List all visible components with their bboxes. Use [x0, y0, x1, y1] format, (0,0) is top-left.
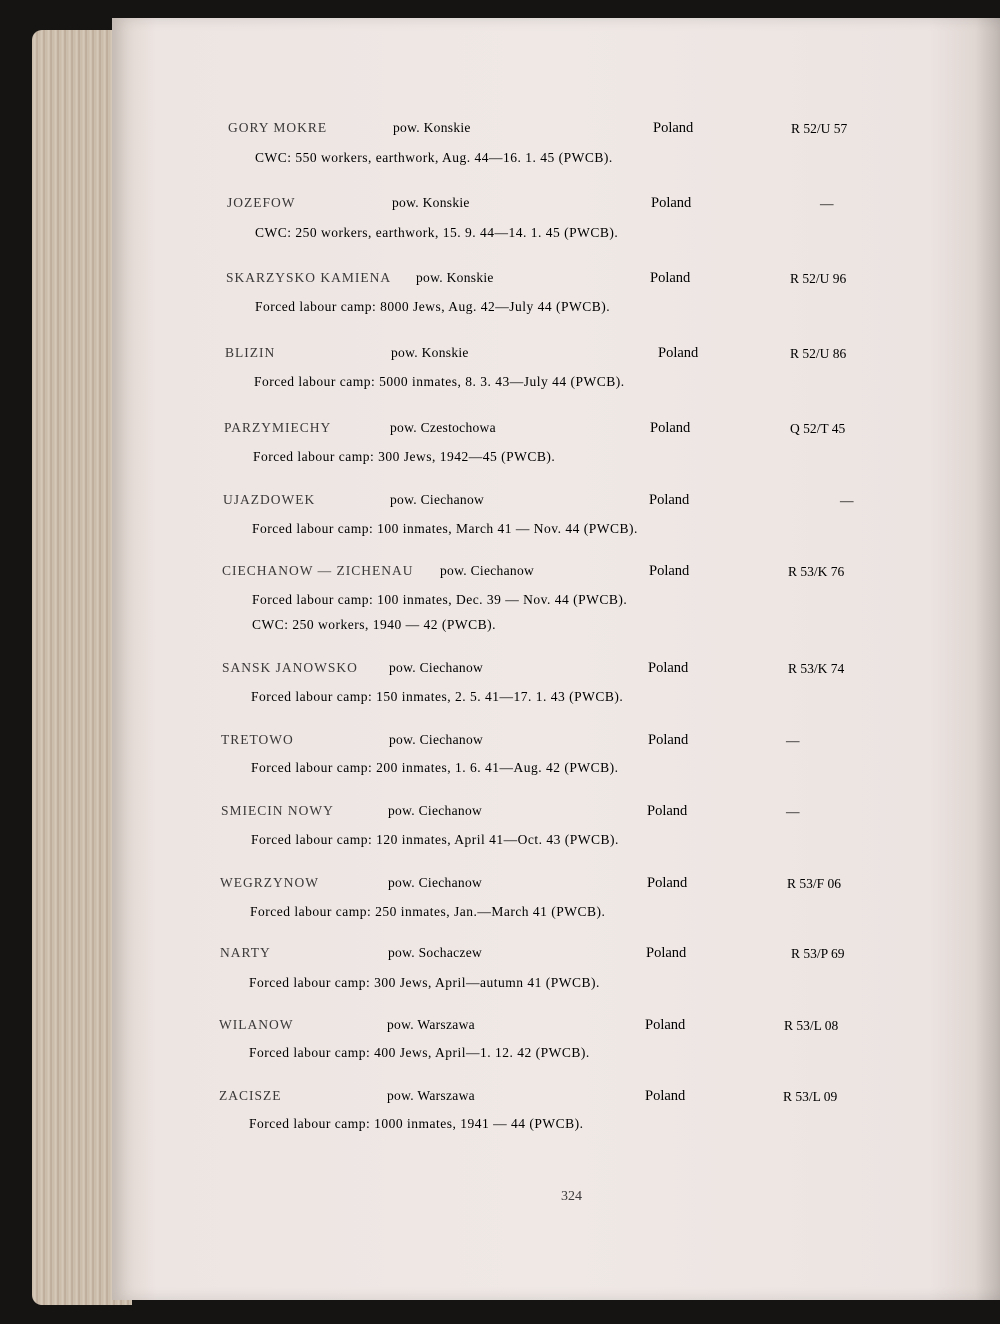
map-reference: — — [820, 196, 834, 211]
district: pow. Ciechanow — [390, 492, 485, 507]
camp-description: Forced labour camp: 5000 inmates, 8. 3. 43—July 44 (PWCB). — [254, 374, 625, 389]
camp-description: Forced labour camp: 400 Jews, April—1. 12. 42 (PWCB). — [249, 1045, 590, 1060]
camp-description: Forced labour camp: 100 inmates, March 41 — Nov. 44 (PWCB). — [252, 521, 638, 536]
map-reference: R 52/U 96 — [790, 271, 847, 286]
camp-name: UJAZDOWEK — [223, 492, 316, 507]
district: pow. Ciechanow — [388, 875, 483, 890]
camp-name: WEGRZYNOW — [220, 875, 319, 890]
country: Poland — [653, 120, 694, 136]
camp-name: GORY MOKRE — [228, 120, 328, 135]
camp-name: PARZYMIECHY — [224, 420, 332, 435]
country: Poland — [649, 492, 690, 508]
district: pow. Warszawa — [387, 1017, 475, 1032]
country: Poland — [650, 270, 691, 286]
page-number: 324 — [561, 1189, 582, 1204]
district: pow. Konskie — [392, 195, 470, 210]
country: Poland — [646, 945, 687, 961]
map-reference: R 53/L 09 — [783, 1089, 838, 1104]
camp-name: WILANOW — [219, 1017, 294, 1032]
camp-name: NARTY — [220, 945, 271, 960]
camp-name: SMIECIN NOWY — [221, 803, 334, 818]
map-reference: R 53/P 69 — [791, 946, 845, 961]
camp-name: SANSK JANOWSKO — [222, 660, 358, 675]
camp-description: Forced labour camp: 150 inmates, 2. 5. 41—17. 1. 43 (PWCB). — [251, 689, 624, 704]
country: Poland — [648, 660, 689, 676]
camp-name: SKARZYSKO KAMIENA — [226, 270, 392, 285]
camp-description: Forced labour camp: 300 Jews, April—autumn 41 (PWCB). — [249, 975, 600, 990]
district: pow. Ciechanow — [389, 732, 484, 747]
district: pow. Sochaczew — [388, 945, 483, 960]
camp-description: Forced labour camp: 300 Jews, 1942—45 (PWCB). — [253, 449, 556, 464]
district: pow. Ciechanow — [440, 563, 535, 578]
district: pow. Ciechanow — [388, 803, 483, 818]
district: pow. Konskie — [391, 345, 469, 360]
camp-name: CIECHANOW — ZICHENAU — [222, 563, 414, 578]
map-reference: R 52/U 86 — [790, 346, 847, 361]
country: Poland — [650, 420, 691, 436]
camp-description: Forced labour camp: 100 inmates, Dec. 39 — Nov. 44 (PWCB). — [252, 592, 628, 607]
district: pow. Czestochowa — [390, 420, 496, 435]
country: Poland — [651, 195, 692, 211]
country: Poland — [648, 732, 689, 748]
country: Poland — [647, 875, 688, 891]
camp-description: Forced labour camp: 120 inmates, April 41—Oct. 43 (PWCB). — [251, 832, 619, 847]
camp-name: ZACISZE — [219, 1088, 282, 1103]
camp-description: Forced labour camp: 8000 Jews, Aug. 42—July 44 (PWCB). — [255, 299, 611, 314]
camp-name: JOZEFOW — [227, 195, 296, 210]
map-reference: R 53/K 76 — [788, 564, 845, 579]
camp-description: CWC: 250 workers, 1940 — 42 (PWCB). — [252, 617, 496, 632]
map-reference: R 53/K 74 — [788, 661, 845, 676]
map-reference: R 53/L 08 — [784, 1018, 839, 1033]
country: Poland — [658, 345, 699, 361]
country: Poland — [645, 1017, 686, 1033]
map-reference: — — [786, 733, 800, 748]
district: pow. Ciechanow — [389, 660, 484, 675]
map-reference: R 52/U 57 — [791, 121, 848, 136]
camp-name: TRETOWO — [221, 732, 294, 747]
map-reference: R 53/F 06 — [787, 876, 842, 891]
map-reference: Q 52/T 45 — [790, 421, 846, 436]
camp-description: CWC: 550 workers, earthwork, Aug. 44—16. 1. 45 (PWCB). — [255, 150, 613, 165]
camp-name: BLIZIN — [225, 345, 276, 360]
map-reference: — — [840, 493, 854, 508]
district: pow. Konskie — [416, 270, 494, 285]
country: Poland — [645, 1088, 686, 1104]
camp-description: CWC: 250 workers, earthwork, 15. 9. 44—14. 1. 45 (PWCB). — [255, 225, 619, 240]
camp-description: Forced labour camp: 1000 inmates, 1941 — 44 (PWCB). — [249, 1116, 584, 1131]
district: pow. Warszawa — [387, 1088, 475, 1103]
district: pow. Konskie — [393, 120, 471, 135]
map-reference: — — [786, 804, 800, 819]
page-gutter — [975, 18, 1000, 1300]
camp-description: Forced labour camp: 200 inmates, 1. 6. 41—Aug. 42 (PWCB). — [251, 760, 619, 775]
camp-description: Forced labour camp: 250 inmates, Jan.—March 41 (PWCB). — [250, 904, 606, 919]
country: Poland — [649, 563, 690, 579]
country: Poland — [647, 803, 688, 819]
